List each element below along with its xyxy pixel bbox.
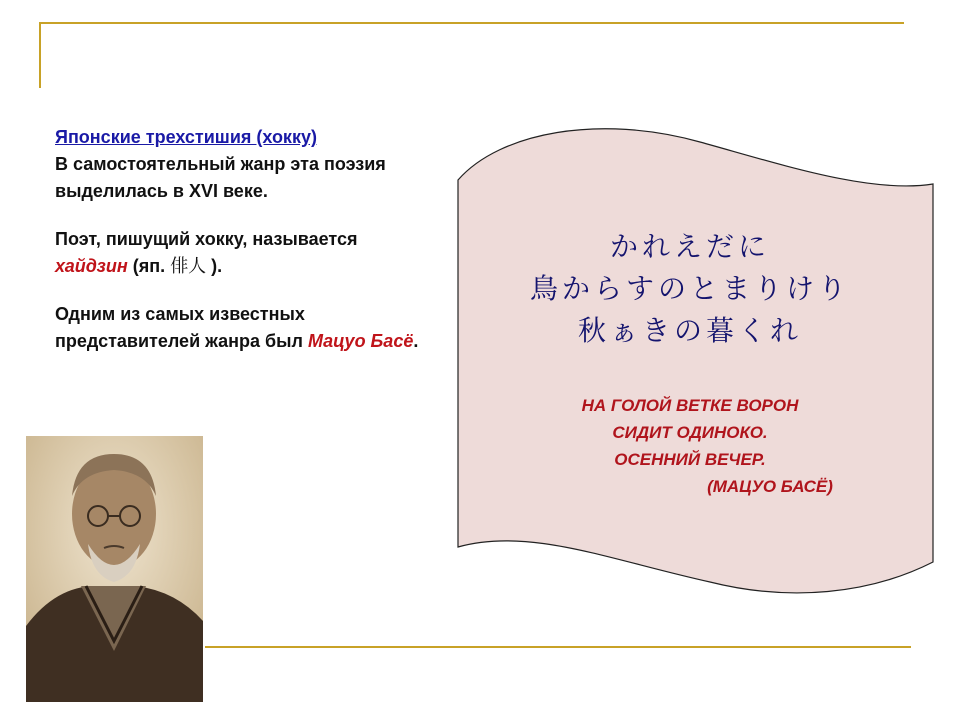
portrait-illustration	[26, 436, 203, 702]
basho-name: Мацуо Басё	[307, 331, 414, 351]
poem-author: (МАЦУО БАСЁ)	[707, 477, 833, 496]
haiku-link[interactable]: Японские трехстишия (хокку)	[55, 127, 317, 147]
haiku-poem-block	[500, 226, 880, 500]
japanese-line-1: かれえだに	[609, 230, 770, 263]
genre-history-text: В самостоятельный жанр эта поэзия выделилась в XVI веке.	[55, 154, 386, 201]
poet-definition-text: Поэт, пишущий хокку, называется	[55, 229, 358, 249]
russian-line-1: НА ГОЛОЙ ВЕТКЕ ВОРОН	[581, 396, 799, 415]
period-text: .	[413, 331, 419, 351]
bottom-decorative-rule	[205, 646, 911, 648]
intro-text-block	[55, 124, 435, 376]
top-decorative-rule	[40, 22, 904, 24]
japanese-line-3: 秋ぁきの暮くれ	[577, 314, 802, 347]
basho-portrait	[26, 436, 203, 702]
japanese-prefix-text: (яп.	[127, 256, 171, 276]
intro-paragraph-3	[55, 301, 435, 355]
russian-line-3: ОСЕННИЙ ВЕЧЕР.	[614, 450, 766, 469]
russian-translation	[500, 392, 880, 500]
intro-paragraph-1	[55, 124, 435, 205]
paren-close-text: ).	[206, 256, 223, 276]
famous-poet-text: Одним из самых известных представителей жанра был	[55, 304, 308, 351]
russian-line-2: СИДИТ ОДИНОКО.	[612, 423, 768, 442]
haijin-term: хайдзин	[55, 256, 128, 276]
haijin-kanji: 俳人	[170, 256, 207, 277]
left-decorative-rule	[39, 22, 41, 88]
intro-paragraph-2	[55, 226, 435, 280]
japanese-line-2: 鳥からすのとまりけり	[529, 272, 850, 305]
